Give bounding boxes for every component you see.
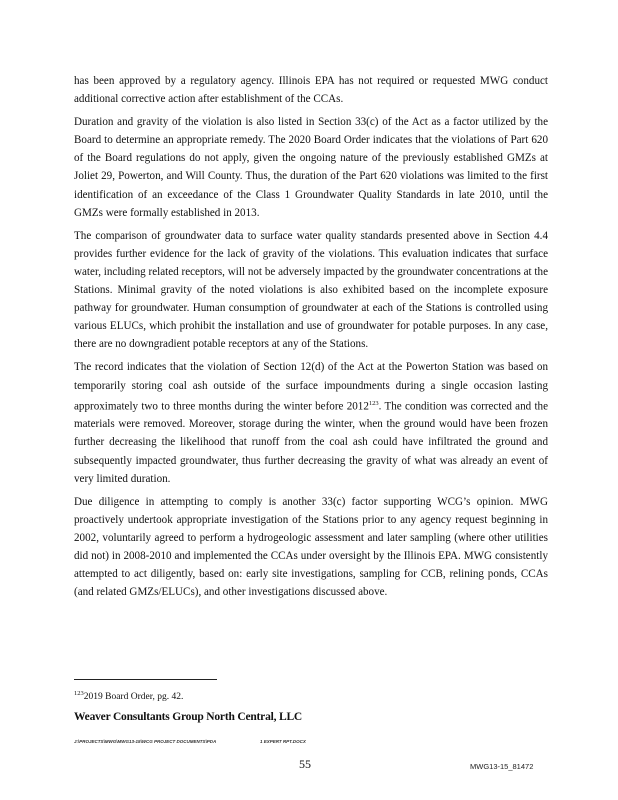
paragraph-text: The record indicates that the violation of Section 12(d) of the Act at the Powerton Station was based on temporarily storing coal ash outside of the surface impoundments during a single occasion lasting approximately two to three months during the winter before 2012	[74, 361, 548, 413]
footnote-separator	[74, 679, 217, 680]
file-path: J:\PROJECTS\MWG\MWG13-15\WCG PROJECT DOCUMENTS\PDA	[74, 739, 217, 744]
paragraph-surface-water: The comparison of groundwater data to surface water quality standards presented above in Section 4.4 provides further evidence for the lack of gravity of the violations. This evaluation indicates that surface water, including related receptors, will not be adversely impacted by the groundwater concentrations at the Stations. Minimal gravity of the noted violations is also exhibited based on the incomplete exposure pathway for groundwater. Human consumption of groundwater at each of the Stations is controlled using various ELUCs, which prohibit the installation and use of groundwater for potable purposes. In any case, there are no downgradient potable receptors at any of the Stations.	[74, 229, 548, 351]
document-body	[74, 72, 548, 606]
paragraph-duration-gravity: Duration and gravity of the violation is also listed in Section 33(c) of the Act as a factor utilized by the Board to determine an appropriate remedy. The 2020 Board Order indicates that the violations of Part 620 of the Board regulations do not apply, given the ongoing nature of the previously established GMZs at Joliet 29, Powerton, and Will County. Thus, the duration of the Part 620 violations was limited to the first identification of an exceedance of the Class 1 Groundwater Quality Standards in late 2010, until the GMZs were formally established in 2013.	[74, 116, 548, 219]
paragraph-text: . The condition was corrected and the materials were removed. Moreover, storage during the winter, when the ground would have been frozen further decreasing the likelihood that runoff from the coal ash could have infiltrated the ground and subsequently impacted groundwater, thus further decreasing the gravity of what was already an event of very limited duration.	[74, 400, 548, 485]
document-code: MWG13-15_81472	[470, 762, 534, 771]
footnote-reference[interactable]: 123	[368, 399, 379, 407]
paragraph-due-diligence: Due diligence in attempting to comply is another 33(c) factor supporting WCG’s opinion. MWG proactively undertook appropriate investigation of the Stations prior to any agency request beginning in 2002, voluntarily agreed to perform a hydrogeologic assessment and later sampling (where other utilities did not) in 2008-2010 and implemented the CCAs under oversight by the Illinois EPA. MWG consistently attempted to act diligently, based on: early site investigations, sampling for CCB, relining ponds, CCAs (and related GMZs/ELUCs), and other investigations discussed above.	[74, 495, 548, 599]
file-path-row	[74, 739, 434, 744]
paragraph-powerton-violation	[74, 358, 548, 487]
paragraph-approval: has been approved by a regulatory agency. Illinois EPA has not required or requested MWG conduct additional corrective action after establishment of the CCAs.	[74, 75, 548, 106]
page-number: 55	[299, 757, 311, 771]
footnote	[74, 688, 183, 703]
footnote-number: 123	[74, 690, 84, 697]
file-name: 1 EXPERT RPT.DOCX	[260, 739, 306, 744]
firm-name: Weaver Consultants Group North Central, LLC	[74, 711, 303, 723]
footnote-text: 2019 Board Order, pg. 42.	[83, 692, 184, 702]
